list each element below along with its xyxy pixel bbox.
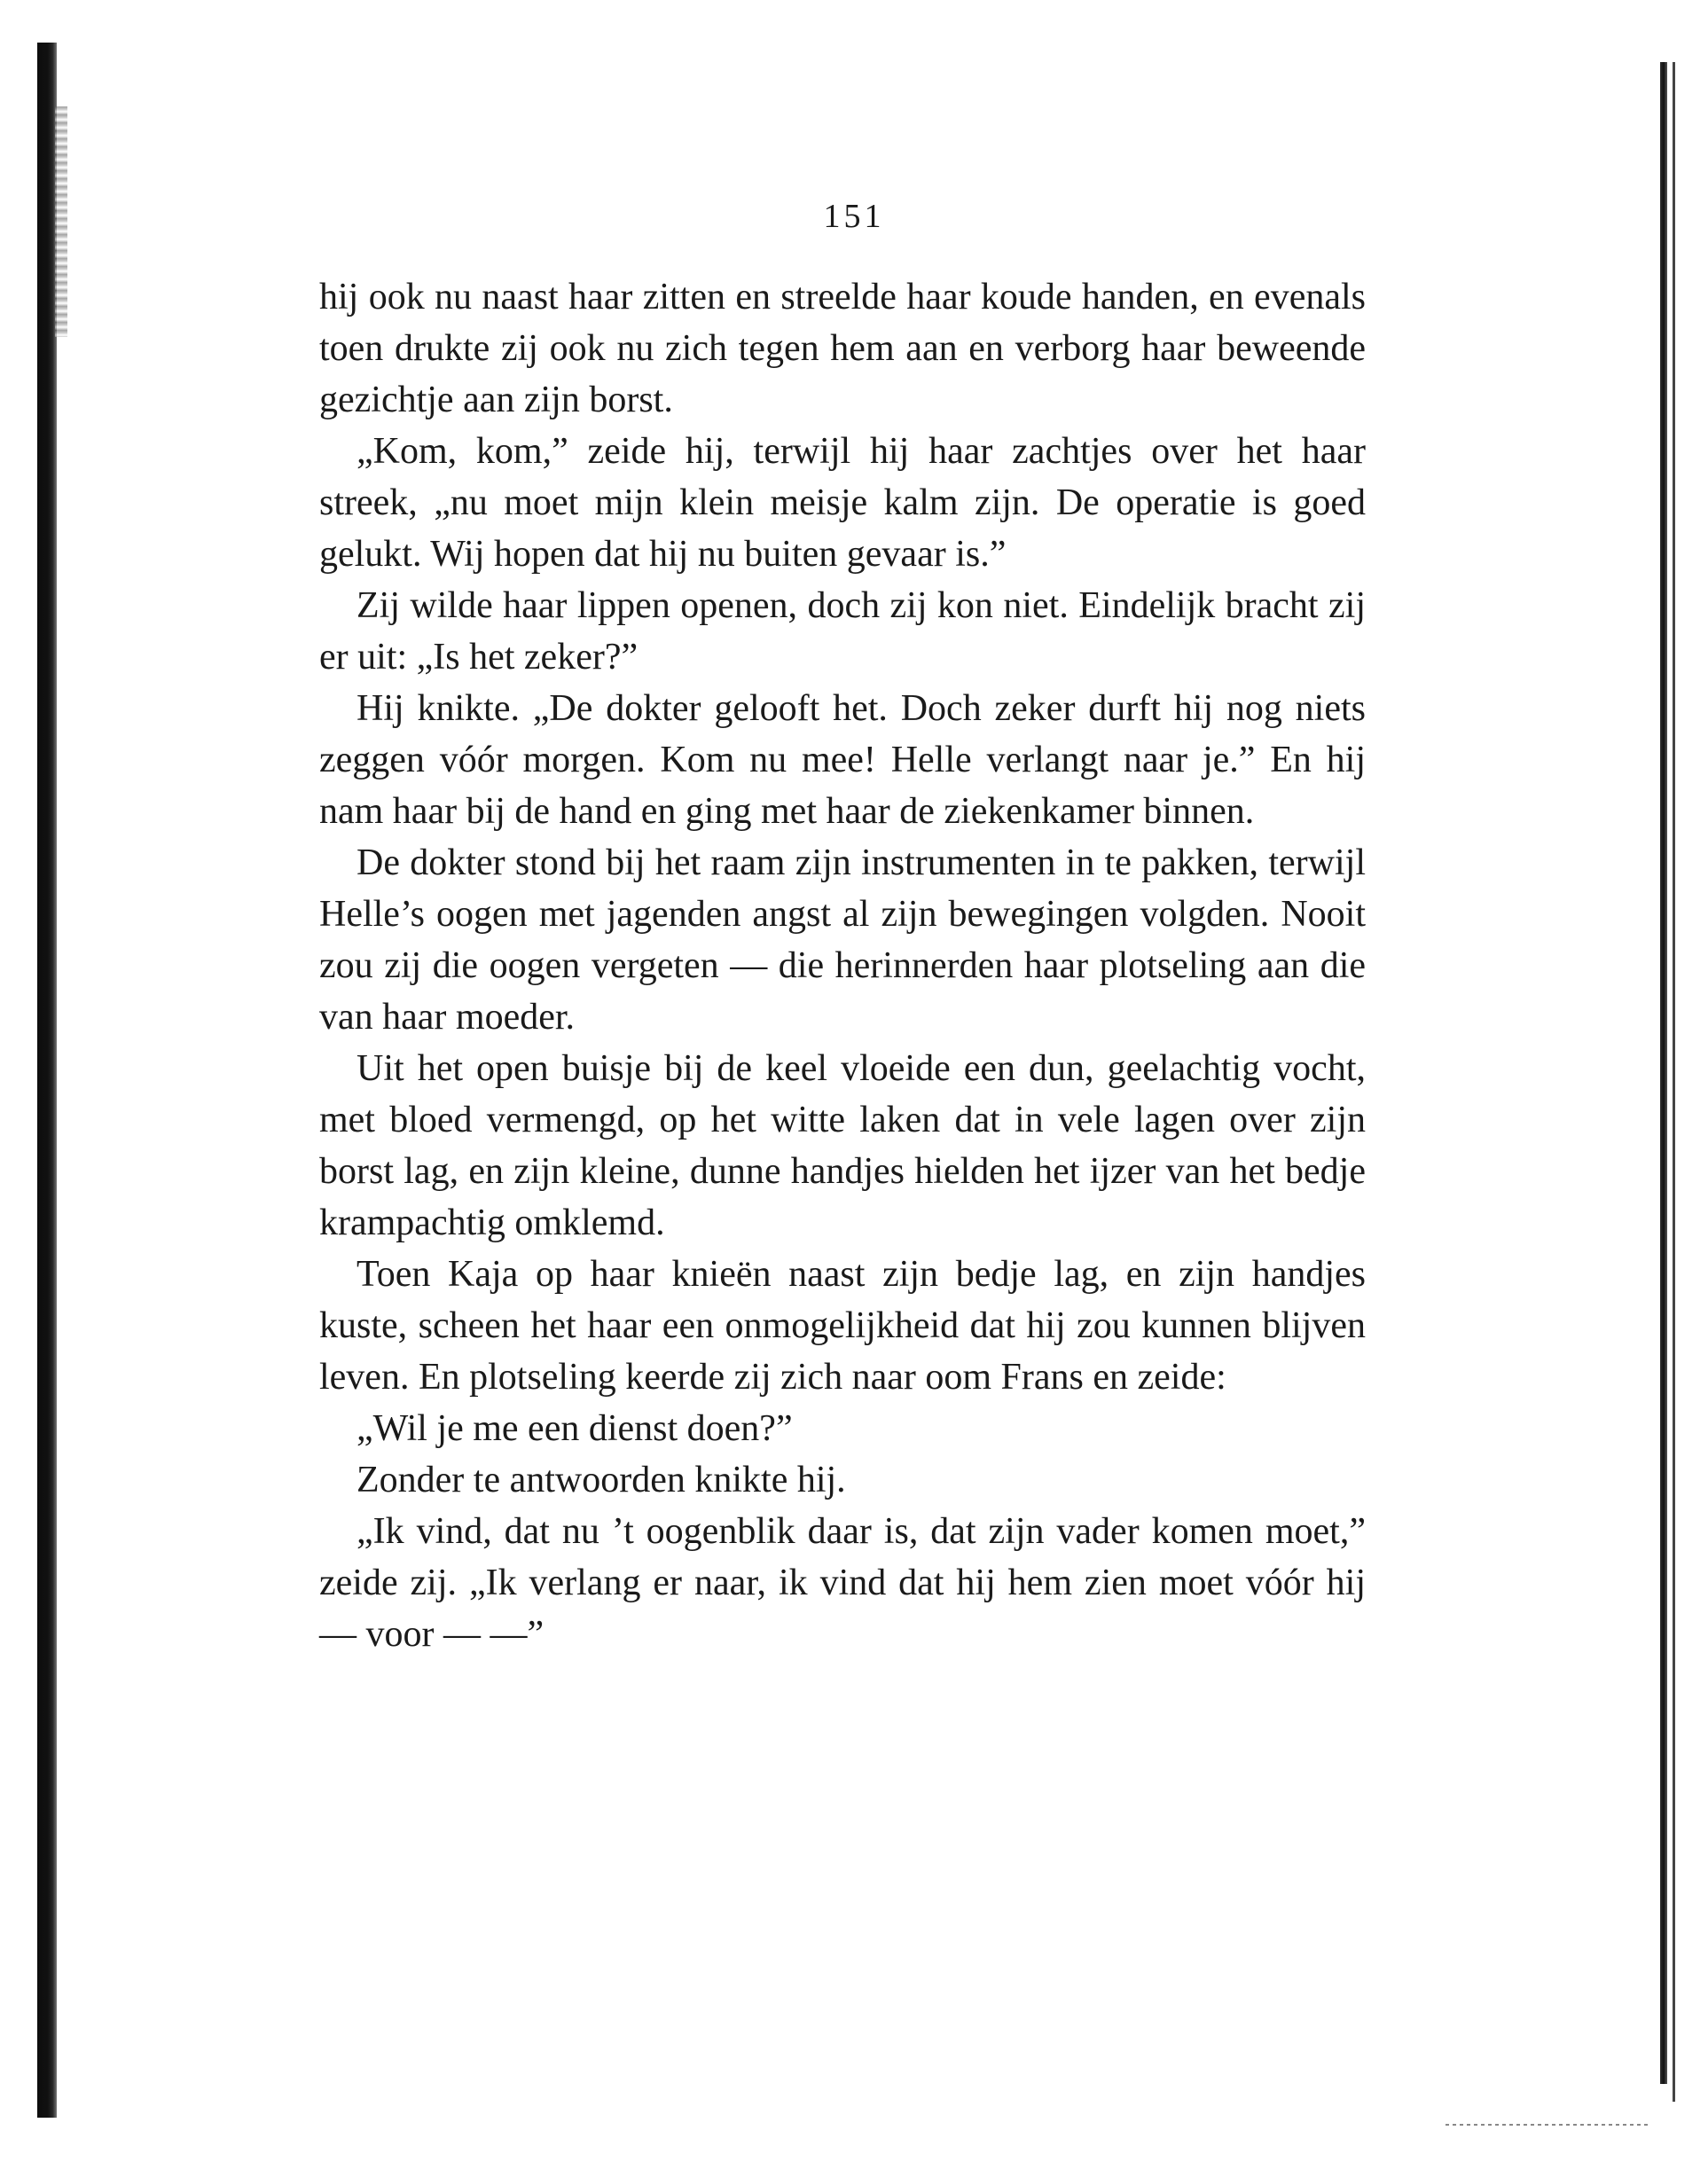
paragraph: „Kom, kom,” zeide hij, terwijl hij haar zachtjes over het haar streek, „nu moet mijn klein meisje kalm zijn. De operatie is goed gelukt. Wij hopen dat hij nu buiten gevaar is.”	[319, 431, 1366, 575]
paragraph: Hij knikte. „De dokter gelooft het. Doch zeker durft hij nog niets zeggen vóór morgen. Kom nu mee! Helle verlangt naar je.” En hij nam haar bij de hand en ging met haar de ziekenkamer binnen.	[319, 688, 1366, 832]
binding-edge-shadow	[37, 43, 57, 2118]
paragraph: Uit het open buisje bij de keel vloeide een dun, geelachtig vocht, met bloed vermengd, op het witte laken dat in vele lagen over zijn borst lag, en zijn kleine, dunne handjes hielden het ijzer van het bedje krampachtig omklemd.	[319, 1048, 1366, 1243]
paragraph: „Wil je me een dienst doen?”	[356, 1408, 793, 1449]
paragraph: „Ik vind, dat nu ’t oogenblik daar is, dat zijn vader komen moet,” zeide zij. „Ik verlang er naar, ik vind dat hij hem zien moet vóór hij — voor — —”	[319, 1511, 1366, 1655]
right-edge-line	[1673, 62, 1675, 2102]
paragraph: Zij wilde haar lippen openen, doch zij kon niet. Eindelijk bracht zij er uit: „Is het zeker?”	[319, 585, 1366, 678]
bottom-scan-artifact	[1446, 2124, 1649, 2126]
body-text	[319, 271, 1366, 1660]
paragraph: hij ook nu naast haar zitten en streelde haar koude handen, en evenals toen drukte zij ook nu zich tegen hem aan en verborg haar beweende gezichtje aan zijn borst.	[319, 277, 1366, 420]
paragraph: Zonder te antwoorden knikte hij.	[356, 1460, 846, 1500]
paragraph: De dokter stond bij het raam zijn instrumenten in te pakken, terwijl Helle’s oogen met jagenden angst al zijn bewegingen volgden. Nooit zou zij die oogen vergeten — die herinnerden haar plotseling aan die van haar moeder.	[319, 842, 1366, 1038]
right-edge-shadow	[1660, 62, 1667, 2084]
paragraph: Toen Kaja op haar knieën naast zijn bedje lag, en zijn handjes kuste, scheen het haar een onmogelijkheid dat hij zou kunnen blijven leven. En plotseling keerde zij zich naar oom Frans en zeide:	[319, 1254, 1366, 1398]
page-number: 151	[823, 198, 885, 235]
